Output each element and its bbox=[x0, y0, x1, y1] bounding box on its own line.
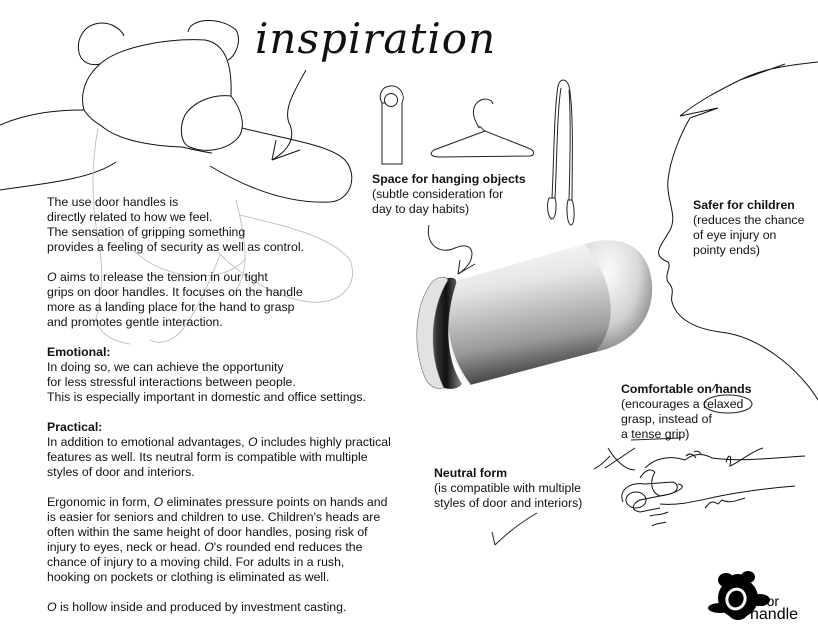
callout-heading: Neutral form bbox=[434, 466, 508, 480]
intro-line: directly related to how we feel. bbox=[47, 210, 213, 224]
logo-wordmark bbox=[750, 594, 798, 622]
intro-line: provides a feeling of security as well as control. bbox=[47, 240, 304, 254]
lanyard-icon bbox=[548, 80, 575, 225]
callout-heading: Comfortable on hands bbox=[621, 382, 752, 396]
practical-line: In addition to emotional advantages, O includes highly practical bbox=[47, 435, 391, 449]
intro-line: grips on door handles. It focuses on the handle bbox=[47, 285, 303, 299]
callout-neutral: Neutral form (is compatible with multiple styles of door and interiors) bbox=[434, 466, 583, 510]
hanging-arrow bbox=[428, 225, 475, 274]
inspiration-heading: inspiration bbox=[255, 14, 497, 63]
logo-line-door: door bbox=[751, 593, 780, 609]
brand-o: O bbox=[47, 270, 57, 284]
practical-line: features as well. Its neutral form is compatible with multiple bbox=[47, 450, 368, 464]
callout-hanging: Space for hanging objects (subtle consideration for day to day habits) bbox=[372, 172, 526, 216]
callout-heading: Safer for children bbox=[693, 198, 795, 212]
intro-line: and promotes gentle interaction. bbox=[47, 315, 223, 329]
hand-grip-sketch bbox=[605, 448, 805, 526]
ergonomic-line: hooking on pockets or clothing is eliminated as well. bbox=[47, 570, 330, 584]
emotional-heading: Emotional: bbox=[47, 345, 111, 359]
ergonomic-line: is easier for seniors and children to use. Children's heads are bbox=[47, 510, 381, 524]
callout-children: Safer for children (reduces the chance of eye injury on pointy ends) bbox=[693, 198, 805, 257]
intro-line: O aims to release the tension in our tight bbox=[47, 270, 268, 284]
circled-word: relaxed bbox=[703, 397, 744, 411]
intro-line: The sensation of gripping something bbox=[47, 225, 246, 239]
practical-heading: Practical: bbox=[47, 420, 103, 434]
emotional-line: In doing so, we can achieve the opportunity bbox=[47, 360, 284, 374]
emotional-line: for less stressful interactions between people. bbox=[47, 375, 296, 389]
logo-line-handle: handle bbox=[750, 606, 799, 623]
ergonomic-line: chance of injury to a moving child. For adults in a rush, bbox=[47, 555, 345, 569]
door-handle-render bbox=[417, 240, 652, 389]
intro-text bbox=[47, 195, 391, 615]
door-hanger-icon bbox=[380, 86, 403, 164]
intro-line: The use door handles is bbox=[47, 195, 179, 209]
practical-line: styles of door and interiors. bbox=[47, 465, 195, 479]
underlined-phrase: tense grip bbox=[631, 427, 686, 441]
ergonomic-line: Ergonomic in form, O eliminates pressure points on hands and bbox=[47, 495, 388, 509]
intro-line: more as a landing place for the hand to grasp bbox=[47, 300, 295, 314]
ergonomic-line: often within the same height of door handles, posing risk of bbox=[47, 525, 368, 539]
ergonomic-line: injury to eyes, neck or head. O's rounded end reduces the bbox=[47, 540, 363, 554]
callout-heading: Space for hanging objects bbox=[372, 172, 526, 186]
emotional-line: This is especially important in domestic and office settings. bbox=[47, 390, 366, 404]
callout-hands: Comfortable on hands (encourages a relaxed grasp, instead of a tense grip) bbox=[621, 382, 752, 441]
coat-hanger-icon bbox=[431, 99, 534, 157]
casting-line: O is hollow inside and produced by investment casting. bbox=[47, 600, 347, 614]
